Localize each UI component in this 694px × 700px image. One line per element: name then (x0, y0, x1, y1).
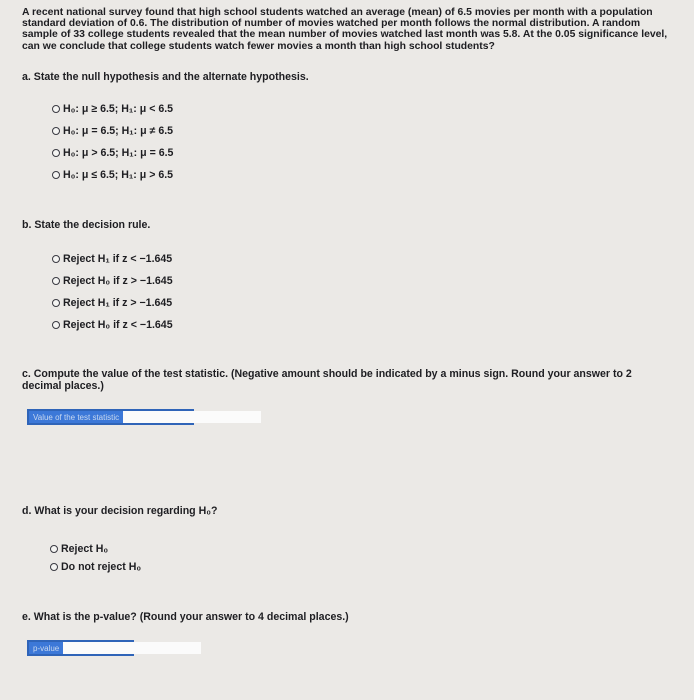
radio-button[interactable] (52, 255, 60, 263)
hypothesis-option-3[interactable] (52, 147, 173, 159)
hypothesis-option-4[interactable] (52, 169, 173, 181)
option-label: Reject H₀ if z < −1.645 (63, 319, 173, 331)
decision-rule-option-3[interactable] (52, 297, 172, 309)
option-label: H₀: μ > 6.5; H₁: μ = 6.5 (63, 147, 174, 159)
radio-button[interactable] (52, 277, 60, 285)
option-label: H₀: μ ≥ 6.5; H₁: μ < 6.5 (63, 103, 174, 115)
radio-button[interactable] (52, 171, 60, 179)
radio-button[interactable] (52, 105, 60, 113)
problem-statement: A recent national survey found that high school students watched an average (mean) of 6.5 movies per month with a population standard deviation of 0.6. The distribution of number of movies watched per month follows the normal distribution. A random sample of 33 college students revealed that the mean number of movies watched last month was 5.8. At the 0.05 significance level, can we conclude that college students watch fewer movies a month than high school students? (22, 7, 668, 52)
decision-option-do-not-reject[interactable] (50, 561, 141, 573)
decision-option-reject[interactable] (50, 543, 108, 555)
option-label: H₀: μ ≤ 6.5; H₁: μ > 6.5 (63, 169, 174, 181)
option-label: Do not reject H₀ (61, 561, 142, 573)
hypothesis-option-1[interactable] (52, 103, 173, 115)
option-label: Reject H₁ if z < −1.645 (63, 253, 173, 265)
test-statistic-input[interactable] (123, 411, 261, 423)
option-label: H₀: μ = 6.5; H₁: μ ≠ 6.5 (63, 125, 174, 137)
radio-button[interactable] (50, 545, 58, 553)
radio-button[interactable] (52, 299, 60, 307)
decision-rule-option-4[interactable] (52, 319, 173, 331)
radio-button[interactable] (50, 563, 58, 571)
part-e-prompt: e. What is the p-value? (Round your answer to 4 decimal places.) (22, 611, 349, 623)
decision-rule-option-2[interactable] (52, 275, 173, 287)
part-b-prompt: b. State the decision rule. (22, 219, 151, 231)
part-a-prompt: a. State the null hypothesis and the alternate hypothesis. (22, 71, 309, 83)
decision-rule-option-1[interactable] (52, 253, 172, 265)
p-value-field[interactable] (27, 640, 134, 656)
radio-button[interactable] (52, 127, 60, 135)
hypothesis-option-2[interactable] (52, 125, 173, 137)
p-value-input[interactable] (63, 642, 201, 654)
radio-button[interactable] (52, 149, 60, 157)
part-c-prompt: c. Compute the value of the test statistic. (Negative amount should be indicated by a minus sign. Round your answer to 2 decimal places.) (22, 368, 632, 392)
test-statistic-label: Value of the test statistic (29, 411, 123, 423)
part-d-prompt: d. What is your decision regarding H₀? (22, 505, 218, 517)
option-label: Reject H₁ if z > −1.645 (63, 297, 173, 309)
option-label: Reject H₀ (61, 543, 109, 555)
radio-button[interactable] (52, 321, 60, 329)
p-value-label: p-value (29, 642, 63, 654)
option-label: Reject H₀ if z > −1.645 (63, 275, 173, 287)
test-statistic-field[interactable] (27, 409, 194, 425)
